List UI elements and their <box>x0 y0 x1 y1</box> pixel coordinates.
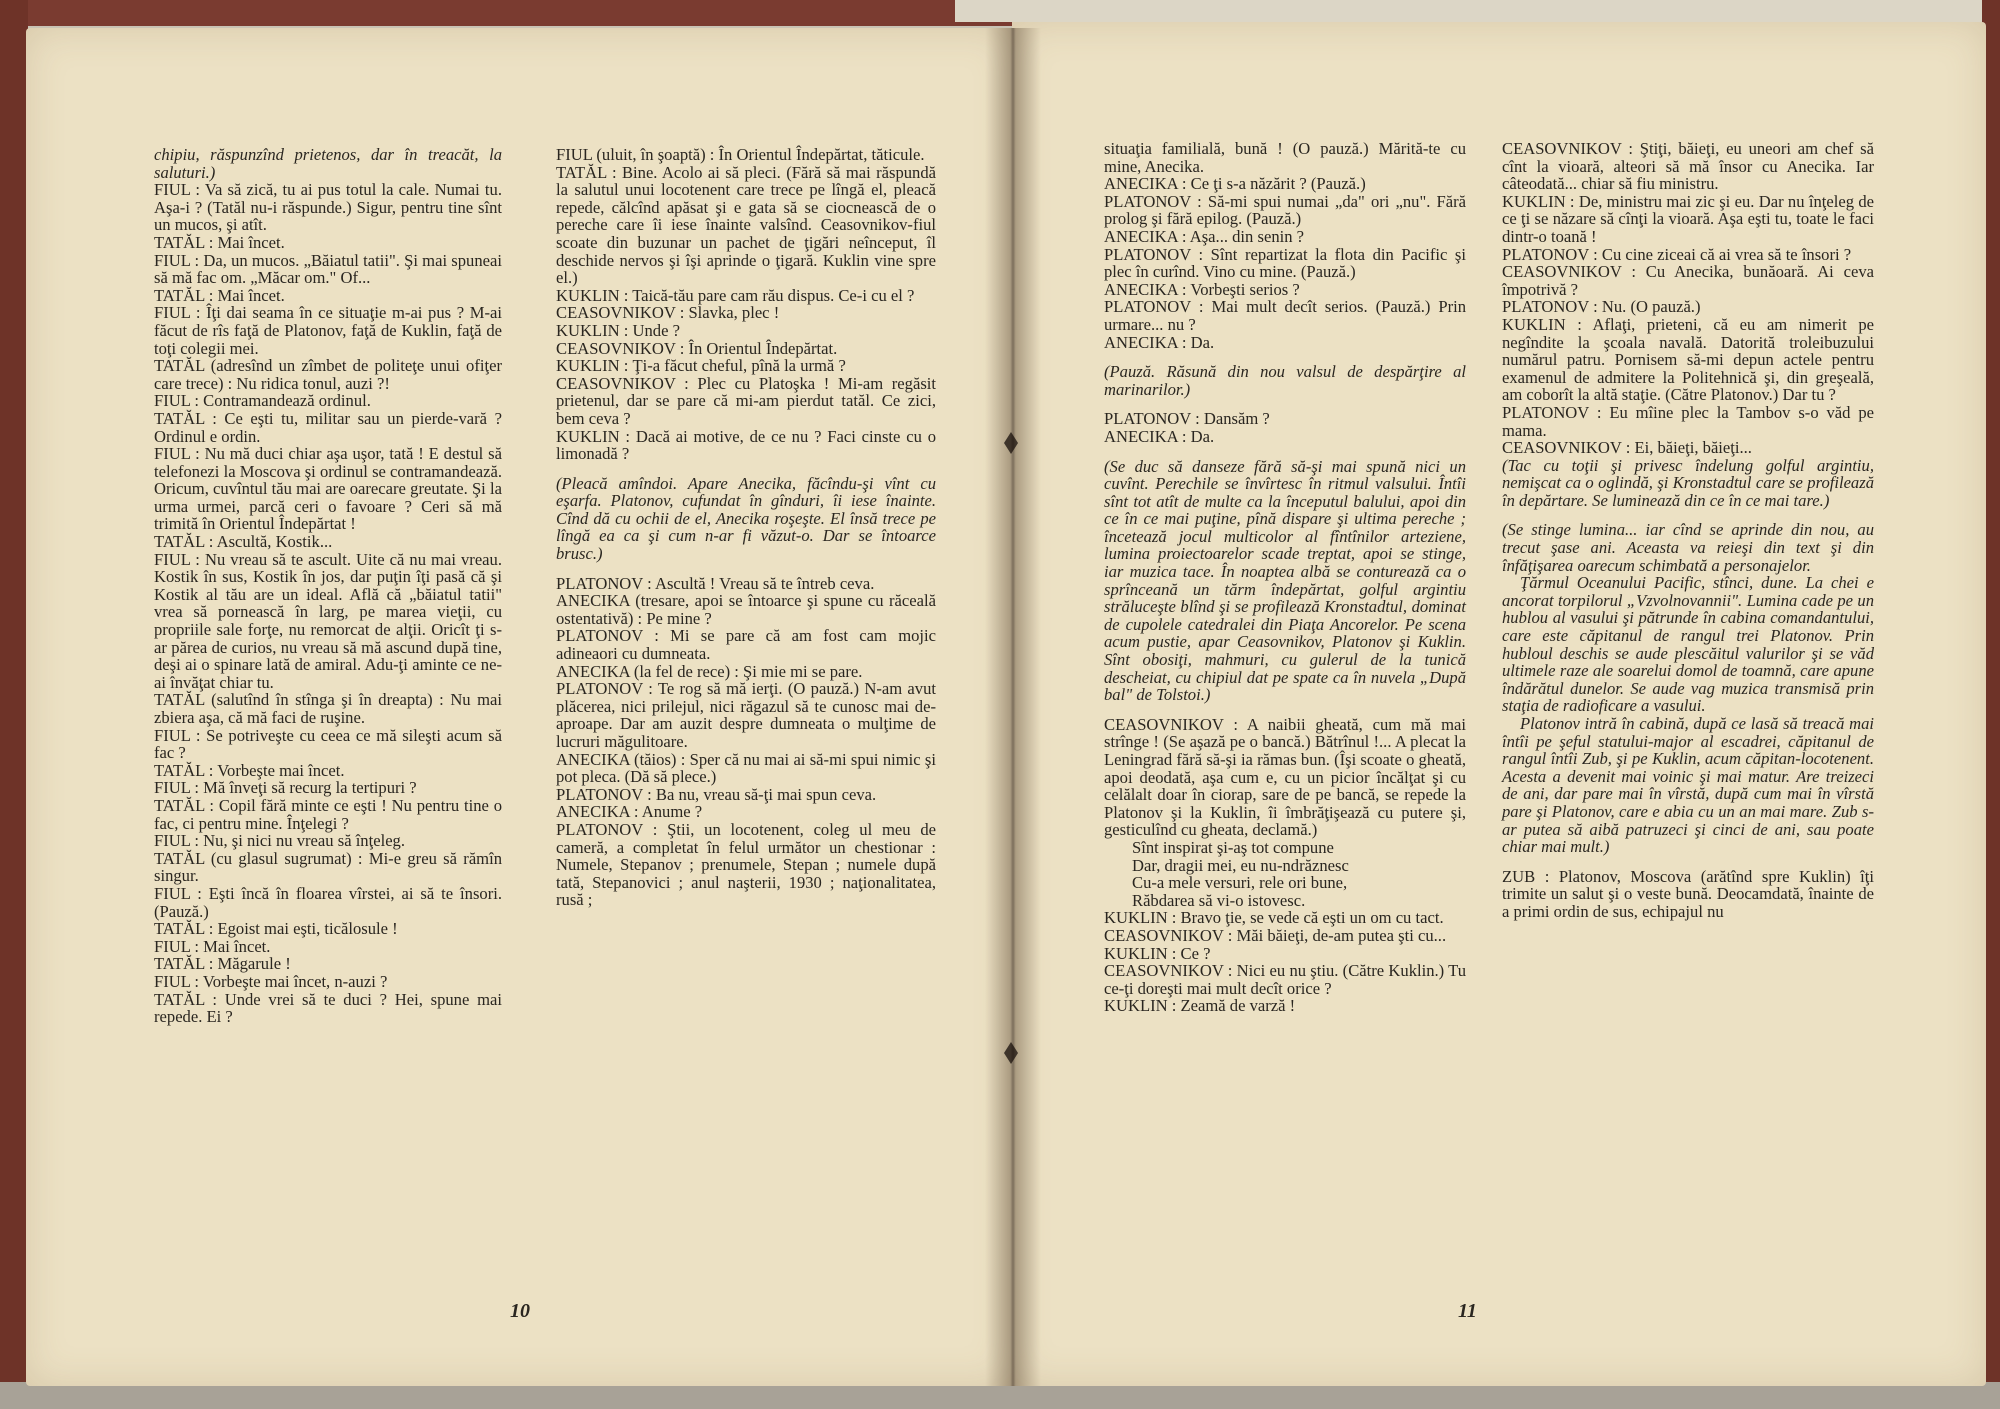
text-line: ANECIKA : Da. <box>1104 426 1215 446</box>
stage-direction: Ţărmul Oceanului Pacific, stînci, dune. La chei e ancorat torpilorul „Vzvolnovannii". Lumina cade pe un hublou al vasului şi pătrunde în cabina comandantului, care este căpitanul de rangul trei Platonov. Prin hubloul deschis se aude plescăitul valurilor şi se văd ultimele raze ale soarelui domol de toamnă, care apune îndărătul dunelor. Se aude vag muzica transmisă prin staţia de radioficare a vasului. <box>1502 573 1874 716</box>
text-line: KUKLIN : Zeamă de varză ! <box>1104 996 1296 1016</box>
text-line: TATĂL : Mai încet. <box>154 285 285 305</box>
text-line: FIUL : Mai încet. <box>154 936 271 956</box>
text-line: TATĂL (cu glasul sugrumat) : Mi-e greu să rămîn singur. <box>154 848 502 886</box>
text-line: PLATONOV : Sînt repartizat la flota din Pacific şi plec în curînd. Vino cu mine. (Pauză.) <box>1104 244 1466 282</box>
text-line: CEASOVNIKOV : Ei, băieţi, băieţi... <box>1502 438 1752 458</box>
text-line: ANECIKA (tăios) : Sper că nu mai ai să-mi spui nimic şi pot pleca. (Dă să plece.) <box>556 749 936 787</box>
text-line: TATĂL (salutînd în stînga şi în dreapta) : Nu mai zbiera aşa, că mă faci de ruşine. <box>154 690 502 727</box>
text-line: KUKLIN : Taică-tău pare cam rău dispus. Ce-i cu el ? <box>556 285 915 305</box>
text-line: TATĂL : Mai încet. <box>154 232 285 252</box>
text-line: TATĂL : Ce eşti tu, militar sau un pierde-vară ? Ordinul e ordin. <box>154 408 502 446</box>
verse-line: Răbdarea să vi-o istovesc. <box>1132 890 1306 910</box>
text-line: FIUL : Da, un mucos. „Băiatul tatii". Şi mai spuneai să mă fac om. „Măcar om." Of... <box>154 250 502 288</box>
text-line: ANECIKA : Aşa... din senin ? <box>1104 226 1305 246</box>
stage-direction: Platonov intră în cabină, după ce lasă să treacă mai întîi pe şeful statului-major al escadrei, căpitanul de rangul întîi Zub, şi pe Kuklin, acum căpitan-locotenent. Acesta a devenit mai voinic şi mai matur. Are treizeci de ani, dar pare mai în vîrstă, după cum mai în vîrstă pare şi Platonov, care e abia cu un an mai mare. Zub s-ar putea să aibă patruzeci şi cinci de ani, sau poate chiar mai mult.) <box>1502 714 1874 857</box>
text-line: CEASOVNIKOV : Nici eu nu ştiu. (Către Kuklin.) Tu ce-ţi doreşti mai mult decît orice ? <box>1104 961 1466 998</box>
text-line: FIUL : Nu vreau să te ascult. Uite că nu mai vreau. Kostik în sus, Kostik în jos, dar puţin îţi pasă că şi Kostik al tău are un ideal. Află că „băiatul tatii" vrea să pornească în larg, pe marea vieţii, cu propriile sale forţe, nu remorcat de alţii. Oricît ţi s-ar părea de curios, nu vreau să mă ascund după tine, deşi ai o spinare lată de amiral. Adu-ţi aminte ce ne-ai învăţat chiar tu. <box>154 549 502 692</box>
stage-direction: (Pleacă amîndoi. Apare Anecika, făcîndu-şi vînt cu eşarfa. Platonov, cufundat în gînduri, îi iese înainte. Cînd dă cu ochii de el, Anecika roşeşte. El însă trece pe lîngă ea ca şi cum n-ar fi văzut-o. Dar se întoarce brusc.) <box>556 473 936 564</box>
text-line: PLATONOV : Să-mi spui numai „da" ori „nu". Fără prolog şi fără epilog. (Pauză.) <box>1104 191 1466 229</box>
text-line: TATĂL (adresînd un zîmbet de politeţe unui ofiţer care trece) : Nu ridica tonul, auzi ?! <box>154 356 502 393</box>
text-line: KUKLIN : Ce ? <box>1104 943 1211 963</box>
text-line: TATĂL : Copil fără minte ce eşti ! Nu pentru tine o fac, ci pentru mine. Înţelegi ? <box>154 795 502 833</box>
text-line: TATĂL : Ascultă, Kostik... <box>154 532 333 552</box>
stage-direction: (Pauză. Răsună din nou valsul de despărţire al marinarilor.) <box>1104 362 1466 399</box>
text-line: KUKLIN : Bravo ţie, se vede că eşti un om cu tact. <box>1104 908 1444 928</box>
text-line: ANECIKA : Vorbeşti serios ? <box>1104 279 1300 299</box>
text-line: ANECIKA : Ce ţi s-a năzărit ? (Pauză.) <box>1104 174 1366 194</box>
left-page-column-2 <box>556 146 936 909</box>
background-top <box>955 0 2000 22</box>
text-line: ANECIKA (tresare, apoi se întoarce şi spune cu răceală ostentativă) : Pe mine ? <box>556 591 936 628</box>
background-bottom <box>0 1382 2000 1409</box>
text-line: FIUL : Vorbeşte mai încet, n-auzi ? <box>154 971 388 991</box>
text-line: FIUL : Nu, şi nici nu vreau să înţeleg. <box>154 831 406 851</box>
text-line: PLATONOV : Dansăm ? <box>1104 409 1270 429</box>
text-line: FIUL : Îţi dai seama în ce situaţie m-ai pus ? M-ai făcut de rîs faţă de Platonov, faţă de Kuklin, faţă de toţi colegii mei. <box>154 303 502 358</box>
stage-direction: (Se stinge lumina... iar cînd se aprinde din nou, au trecut şase ani. Aceasta va reieşi din text şi din înfăţişarea oarecum schimbată a personajelor. <box>1502 520 1874 575</box>
text-line: KUKLIN : Ţi-a făcut cheful, pînă la urmă ? <box>556 356 846 376</box>
right-page-column-2 <box>1502 140 1874 921</box>
text-line: FIUL : Mă înveţi să recurg la tertipuri ? <box>154 778 417 798</box>
text-line: FIUL : Eşti încă în floarea vîrstei, ai să te însori. (Pauză.) <box>154 883 502 921</box>
text-line: FIUL : Nu mă duci chiar aşa uşor, tată ! E destul să telefonezi la Moscova şi ordinul se contramandează. Oricum, cuvîntul tău mai are oarecare greutate. Şi la urma urmei, parcă ceri o favoare ? Ceri să mă trimită în Orientul Îndepărtat ! <box>154 444 502 534</box>
right-page <box>1012 22 1986 1386</box>
text-line: chipiu, răspunzînd prietenos, dar în treacăt, la saluturi.) <box>154 145 502 182</box>
stage-direction: (Tac cu toţii şi privesc îndelung golful argintiu, nemişcat ca o oglindă, şi Kronstadtul care se profilează în depărtare. Se luminează din ce în ce mai tare.) <box>1502 455 1874 510</box>
text-line: TATĂL : Bine. Acolo ai să pleci. (Fără să mai răspundă la salutul unui locotenent care trece pe lîngă el, pleacă repede, călcînd apăsat şi e gata să se ciocnească de o pereche care îi iese înainte valsînd. Ceasovnikov-fiul scoate din buzunar un pachet de ţigări neînceput, îl deschide nervos şi îşi aprinde o ţigară. Kuklin vine spre el.) <box>556 162 936 288</box>
text-line: TATĂL : Egoist mai eşti, ticălosule ! <box>154 919 398 939</box>
page-number-right: 11 <box>1458 1300 1477 1322</box>
text-line: CEASOVNIKOV : În Orientul Îndepărtat. <box>556 338 838 358</box>
stage-direction: (Se duc să danseze fără să-şi mai spună nici un cuvînt. Perechile se învîrtesc în ritmul valsului. Întîi sînt tot atît de multe ca la începutul balului, apoi din ce în ce mai puţine, pînă dispare şi ultima pereche ; încetează jocul multicolor al fîntînilor arteziene, lumina proiectoarelor scade treptat, apoi se stinge, iar muzica tace. În noaptea albă se conturează ca o sprînceană un tărm îndepărtat, golful argintiu străluceşte blînd şi se profilează Kronstadtul, dominat de cupolele catedralei din Piaţa Ancorelor. Pe scena acum pustie, apar Ceasovnikov, Platonov şi Kuklin. Sînt obosiţi, mahmuri, cu gulerul de la tunică descheiat, cu chipiul dat pe spate ca în nuvela „După bal" de Tolstoi.) <box>1104 456 1466 705</box>
verse-line: Sînt inspirat şi-aş tot compune <box>1132 837 1334 857</box>
text-line: ANECIKA : Anume ? <box>556 802 703 822</box>
text-line: KUKLIN : Aflaţi, prieteni, că eu am nimerit pe negîndite la şcoala navală. Datorită troleibuzului numărul patru. Pornisem să-mi depun actele pentru examenul de admitere la Politehnică şi, din greşeală, am coborît la altă staţie. (Către Platonov.) Dar tu ? <box>1502 314 1874 405</box>
text-line: TATĂL : Unde vrei să te duci ? Hei, spune mai repede. Ei ? <box>154 989 502 1027</box>
left-page <box>26 28 1012 1386</box>
text-line: CEASOVNIKOV : Ştiţi, băieţi, eu uneori am chef să cînt la vioară, alteori să mă însor cu Anecika. Iar câteodată... chiar să fiu ministru. <box>1502 139 1874 194</box>
book-gutter <box>985 28 1041 1386</box>
text-line: KUKLIN : De, ministru mai zic şi eu. Dar nu înţeleg de ce ţi se năzare să cînţi la vioară. Aşa eşti tu, toate le faci dintr-o toană ! <box>1502 191 1874 246</box>
text-line: PLATONOV : Te rog să mă ierţi. (O pauză.) N-am avut plăcerea, nici prilejul, nici răgazul să te cunosc mai de-aproape. Dar am auzit despre dumneata o mulţime de lucruri măgulitoare. <box>556 679 936 751</box>
text-line: PLATONOV : Ba nu, vreau să-ţi mai spun ceva. <box>556 784 877 804</box>
text-line: PLATONOV : Ascultă ! Vreau să te întreb ceva. <box>556 573 875 593</box>
left-page-column-1 <box>154 146 502 1026</box>
text-line: FIUL : Contramandează ordinul. <box>154 391 371 411</box>
text-line: TATĂL : Vorbeşte mai încet. <box>154 760 345 780</box>
page-number-left: 10 <box>510 1300 530 1322</box>
text-line: KUKLIN : Unde ? <box>556 320 680 340</box>
text-line: ANECIKA : Da. <box>1104 332 1215 352</box>
text-line: ANECIKA (la fel de rece) : Şi mie mi se pare. <box>556 661 863 681</box>
text-line: KUKLIN : Dacă ai motive, de ce nu ? Faci cinste cu o limonadă ? <box>556 426 936 464</box>
text-line: CEASOVNIKOV : Slavka, plec ! <box>556 303 780 323</box>
text-line: PLATONOV : Ştii, un locotenent, coleg ul meu de cameră, a completat în felul următor un chestionar : Numele, Stepanov ; prenumele, Stepan ; numele după tată, Stepanovici ; anul naşterii, 1930 ; naţionalitatea, rusă ; <box>556 819 936 910</box>
verse-line: Dar, dragii mei, eu nu-ndrăznesc <box>1132 855 1349 875</box>
text-line: PLATONOV : Cu cine ziceai că ai vrea să te însori ? <box>1502 244 1852 264</box>
text-line: TATĂL : Măgarule ! <box>154 954 291 974</box>
book-cover-left-edge <box>0 0 28 1409</box>
text-line: PLATONOV : Mai mult decît serios. (Pauză.) Prin urmare... nu ? <box>1104 297 1466 334</box>
text-line: situaţia familială, bună ! (O pauză.) Mărită-te cu mine, Anecika. <box>1104 139 1466 176</box>
verse-line: Cu-a mele versuri, rele ori bune, <box>1132 873 1348 893</box>
text-line: CEASOVNIKOV : Măi băieţi, de-am putea şti cu... <box>1104 925 1447 945</box>
text-line: CEASOVNIKOV : Plec cu Platoşka ! Mi-am regăsit prietenul, dar se pare că mi-am pierdut tatăl. Ce zici, bem ceva ? <box>556 373 936 428</box>
right-page-column-1 <box>1104 140 1466 1015</box>
text-line: PLATONOV : Eu mîine plec la Tambov s-o văd pe mama. <box>1502 402 1874 440</box>
text-line: FIUL : Se potriveşte cu ceea ce mă sileşti acum să fac ? <box>154 725 502 763</box>
text-line: FIUL (uluit, în şoaptă) : În Orientul Îndepărtat, tăticule. <box>556 145 925 164</box>
text-line: PLATONOV : Mi se pare că am fost cam mojic adineaori cu dumneata. <box>556 626 936 664</box>
text-line: CEASOVNIKOV : Cu Anecika, bunăoară. Ai ceva împotrivă ? <box>1502 262 1874 299</box>
text-line: PLATONOV : Nu. (O pauză.) <box>1502 297 1701 317</box>
text-line: FIUL : Va să zică, tu ai pus totul la cale. Numai tu. Aşa-i ? (Tatăl nu-i răspunde.) Sigur, pentru tine sînt un mucos, şi atît. <box>154 180 502 235</box>
text-line: CEASOVNIKOV : A naibii gheată, cum mă mai strînge ! (Se aşază pe o bancă.) Bătrînul !... A plecat la Leningrad fără să-şi ia rămas bun. (Îşi scoate o gheată, apoi deodată, aşa cum e, cu un picior încălţat şi cu celălalt doar în ciorap, sare de pe bancă, se repede la Platonov şi la Kuklin, îi îmbrăţişează cu putere şi, gesticulînd cu gheata, declamă.) <box>1104 714 1466 840</box>
text-line: ZUB : Platonov, Moscova (arătînd spre Kuklin) îţi trimite un salut şi o veste bună. Deocamdată, înainte de a primi ordin de sus, echipajul nu <box>1502 866 1874 921</box>
